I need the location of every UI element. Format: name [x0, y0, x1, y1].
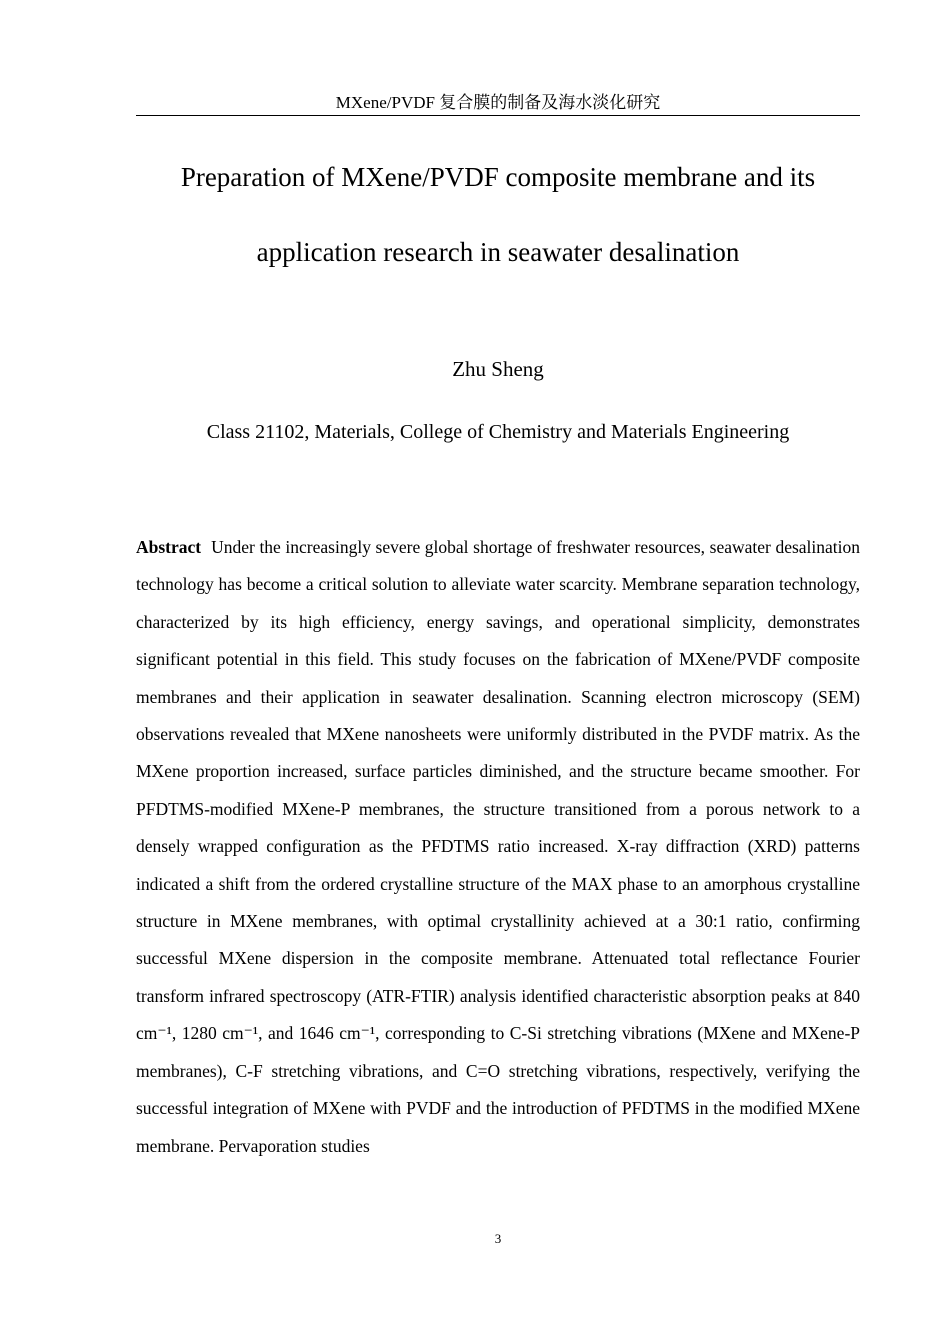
author-name: Zhu Sheng [452, 357, 544, 381]
paper-title [136, 140, 860, 290]
abstract-text: Under the increasingly severe global shortage of freshwater resources, seawater desalination technology has become a critical solution to alleviate water scarcity. Membrane separation technology, characterized by its high efficiency, energy savings, and operational simplicity, demonstrates significant potential in this field. This study focuses on the fabrication of MXene/PVDF composite membranes and their application in seawater desalination. Scanning electron microscopy (SEM) observations revealed that MXene nanosheets were uniformly distributed in the PVDF matrix. As the MXene proportion increased, surface particles diminished, and the structure became smoother. For PFDTMS-modified MXene-P membranes, the structure transitioned from a porous network to a densely wrapped configuration as the PFDTMS ratio increased. X-ray diffraction (XRD) patterns indicated a shift from the ordered crystalline structure of the MAX phase to an amorphous crystalline structure in MXene membranes, with optimal crystallinity achieved at a 30:1 ratio, confirming successful MXene dispersion in the composite membrane. Attenuated total reflectance Fourier transform infrared spectroscopy (ATR-FTIR) analysis identified characteristic absorption peaks at 840 cm⁻¹, 1280 cm⁻¹, and 1646 cm⁻¹, corresponding to C-Si stretching vibrations (MXene and MXene-P membranes), C-F stretching vibrations, and C=O stretching vibrations, respectively, verifying the successful integration of MXene with PVDF and the introduction of PFDTMS in the modified MXene membrane. Pervaporation studies [136, 537, 860, 1156]
header-rule [136, 115, 860, 116]
author-affiliation: Class 21102, Materials, College of Chemistry and Materials Engineering [206, 421, 790, 443]
paper-title-line-2: application research in seawater desalination [256, 237, 740, 267]
paper-title-line-1: Preparation of MXene/PVDF composite membrane and its [180, 162, 816, 192]
page-number: 3 [494, 1231, 502, 1246]
abstract-paragraph [136, 529, 860, 1165]
running-header: MXene/PVDF 复合膜的制备及海水淡化研究 [335, 93, 661, 112]
abstract-label: Abstract [136, 537, 202, 557]
